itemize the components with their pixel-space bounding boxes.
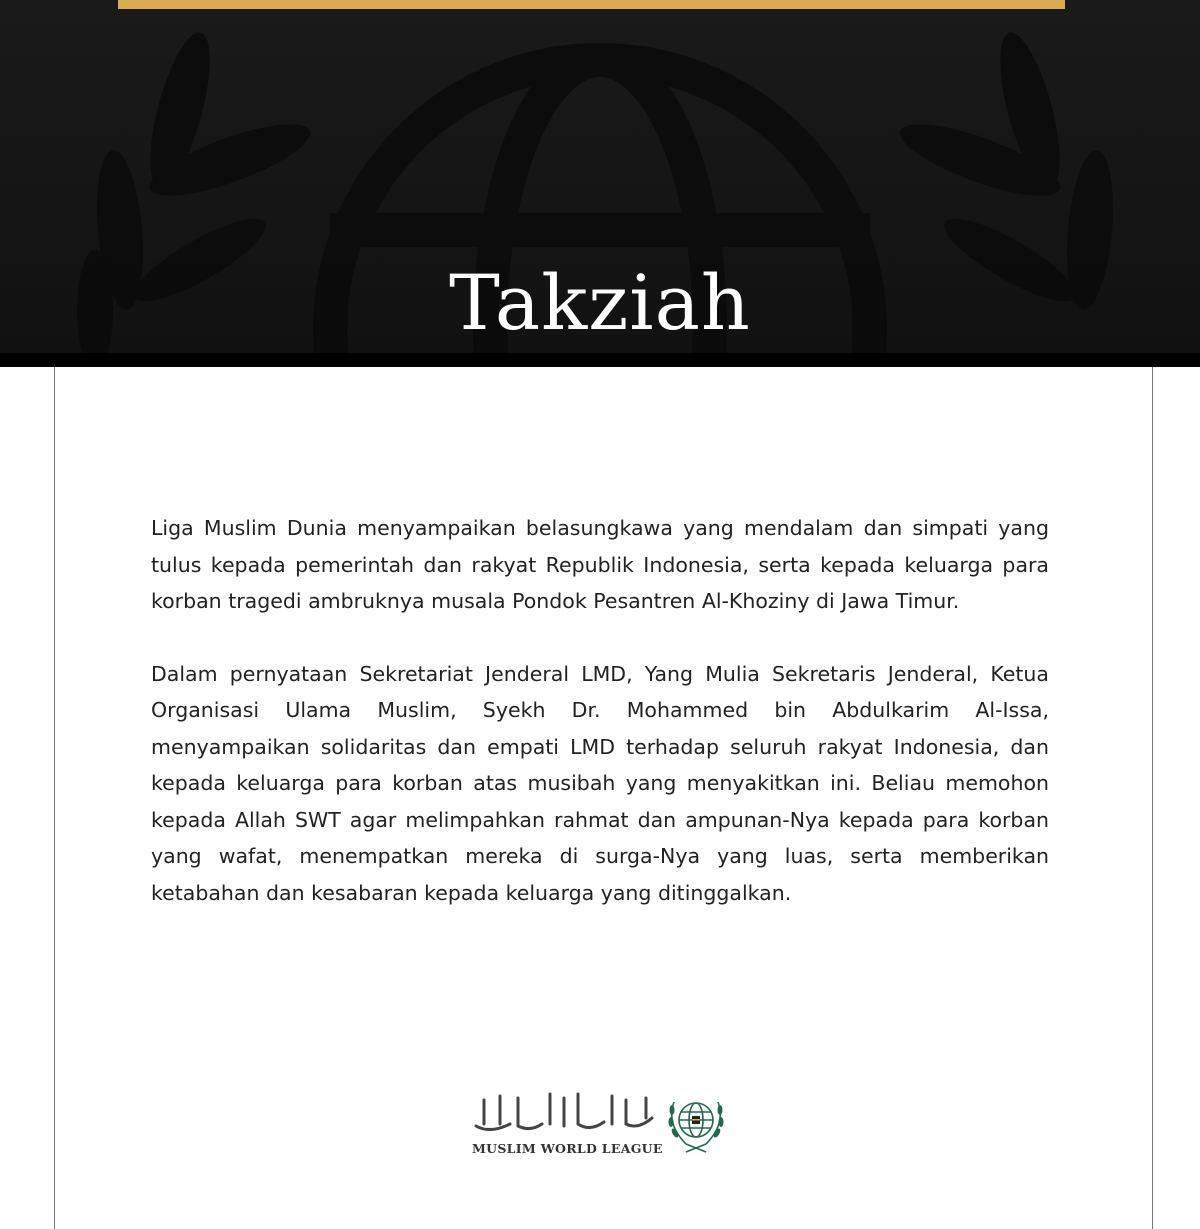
header-banner [0, 0, 1200, 354]
gold-accent-bar [118, 0, 1065, 9]
banner-divider [0, 353, 1200, 367]
globe-laurel-emblem [664, 1090, 728, 1156]
statement-body [151, 510, 1049, 947]
frame-border-left [54, 367, 55, 1229]
muslim-world-league-logo [470, 1088, 730, 1160]
frame-border-right [1152, 367, 1153, 1229]
arabic-calligraphy-logo [470, 1088, 660, 1138]
page-title: Takziah [449, 258, 751, 347]
logo-english-text: MUSLIM WORLD LEAGUE [472, 1141, 663, 1156]
paragraph: Liga Muslim Dunia menyampaikan belasungkawa yang mendalam dan simpati yang tulus kepada pemerintah dan rakyat Republik Indonesia, serta kepada keluarga para korban tragedi ambruknya musala Pondok Pesantren Al-Khoziny di Jawa Timur. [151, 516, 1049, 613]
paragraph: Dalam pernyataan Sekretariat Jenderal LMD, Yang Mulia Sekretaris Jenderal, Ketua Organisasi Ulama Muslim, Syekh Dr. Mohammed bin Abdulkarim Al-Issa, menyampaikan solidaritas dan empati LMD terhadap seluruh rakyat Indonesia, dan kepada keluarga para korban atas musibah yang menyakitkan ini. Beliau memohon kepada Allah SWT agar melimpahkan rahmat dan ampunan-Nya kepada para korban yang wafat, menempatkan mereka di surga-Nya yang luas, serta memberikan ketabahan dan kesabaran kepada keluarga yang ditinggalkan. [151, 661, 1049, 905]
